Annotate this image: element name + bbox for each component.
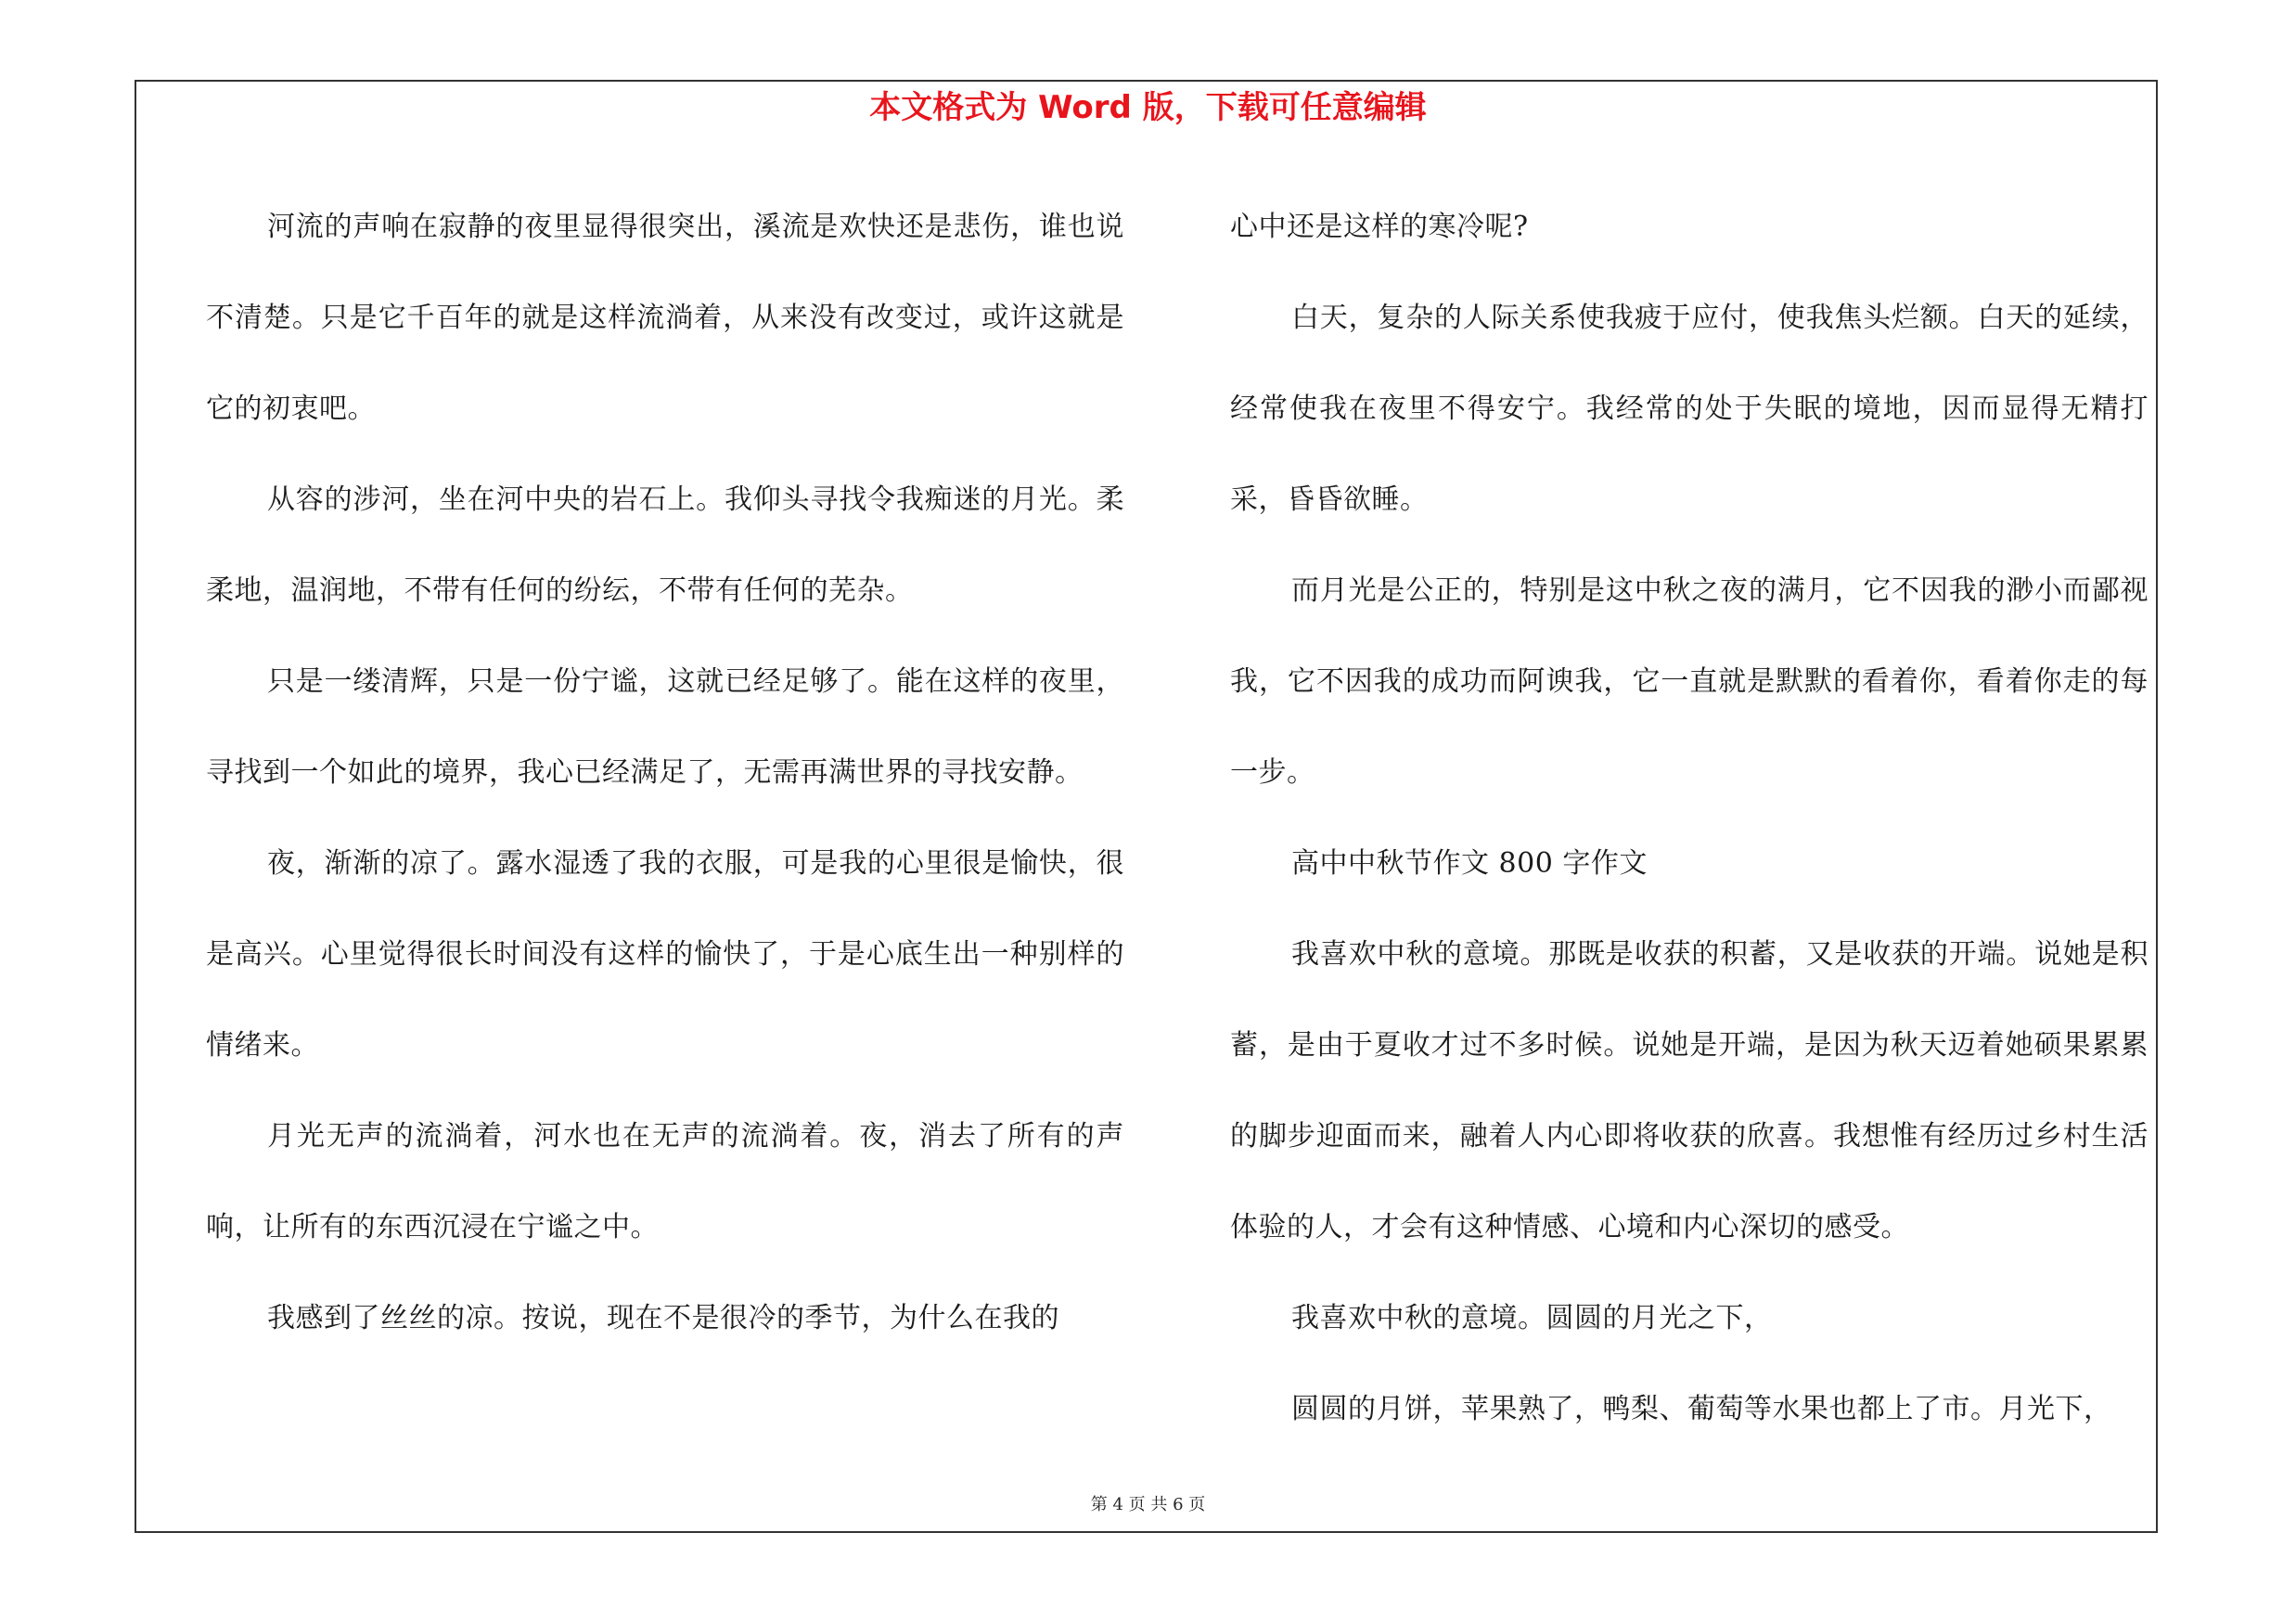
page-number: 第 4 页 共 6 页 [1090,1495,1206,1514]
paragraph: 只是一缕清辉，只是一份宁谧，这就已经足够了。能在这样的夜里，寻找到一个如此的境界，我心已经满足了，无需再满世界的寻找安静。 [206,665,1124,789]
section-heading: 高中中秋节作文 800 字作文 [1291,847,1648,880]
paragraph: 月光无声的流淌着，河水也在无声的流淌着。夜，消去了所有的声响，让所有的东西沉浸在宁谧之中。 [206,1120,1124,1243]
paragraph: 圆圆的月饼，苹果熟了，鸭梨、葡萄等水果也都上了市。月光下， [1291,1393,2112,1425]
paragraph: 我喜欢中秋的意境。那既是收获的积蓄，又是收获的开端。说她是积蓄，是由于夏收才过不多时候。说她是开端，是因为秋天迈着她硕果累累的脚步迎面而来，融着人内心即将收获的欣喜。我想惟有经历过乡村生活体验的人，才会有这种情感、心境和内心深切的感受。 [1230,938,2148,1243]
right-text-column [1230,182,2148,1455]
paragraph: 白天，复杂的人际关系使我疲于应付，使我焦头烂额。白天的延续，经常使我在夜里不得安宁。我经常的处于失眠的境地，因而显得无精打采，昏昏欲睡。 [1230,302,2148,516]
left-text-column [206,182,1124,1364]
paragraph: 而月光是公正的，特别是这中秋之夜的满月，它不因我的渺小而鄙视我，它不因我的成功而阿谀我，它一直就是默默的看着你，看着你走的每一步。 [1230,574,2148,789]
paragraph: 心中还是这样的寒冷呢? [1230,211,1529,243]
paragraph: 我感到了丝丝的凉。按说，现在不是很冷的季节，为什么在我的 [267,1302,1059,1334]
paragraph: 从容的涉河，坐在河中央的岩石上。我仰头寻找令我痴迷的月光。柔柔地，温润地，不带有任何的纷纭，不带有任何的芜杂。 [206,483,1124,607]
paragraph: 河流的声响在寂静的夜里显得很突出，溪流是欢快还是悲伤，谁也说不清楚。只是它千百年的就是这样流淌着，从来没有改变过，或许这就是它的初衷吧。 [206,211,1124,425]
format-banner: 本文格式为 Word 版，下载可任意编辑 [869,89,1427,126]
paragraph: 夜，渐渐的凉了。露水湿透了我的衣服，可是我的心里很是愉快，很是高兴。心里觉得很长时间没有这样的愉快了，于是心底生出一种别样的情绪来。 [206,847,1124,1062]
paragraph: 我喜欢中秋的意境。圆圆的月光之下， [1291,1302,1773,1334]
